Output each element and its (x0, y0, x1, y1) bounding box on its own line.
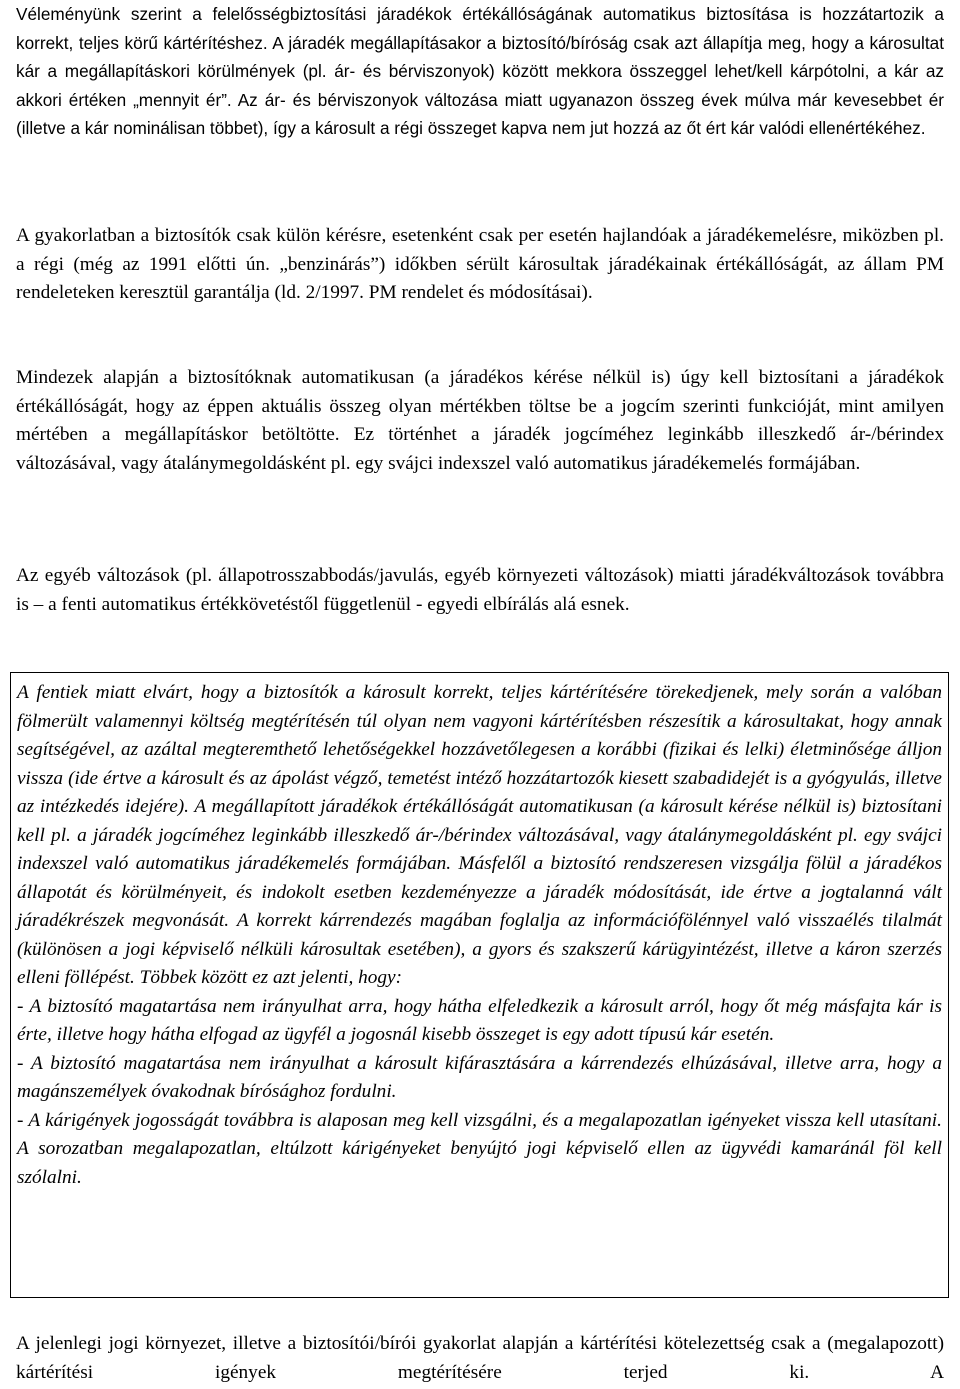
box-list-item-3: - A kárigények jogosságát továbbra is alaposan meg kell vizsgálni, és a megalapozatlan igényeket vissza kell utasítani. A sorozatban megalapozatlan, eltúlzott kárigényeket benyújtó jogi képviselő ellen az ügyvédi kamaránál föl kell szólalni. (17, 1109, 942, 1188)
paragraph-annuity-value-retention: Véleményünk szerint a felelősségbiztosítási járadékok értékállóságának automatikus biztosítása is hozzátartozik a korrekt, teljes körű kártérítéshez. A járadék megállapításakor a biztosító/bíróság csak azt állapítja meg, hogy a károsultat kár a megállapításkori körülmények (pl. ár- és bérviszonyok) között mekkora összeggel lehet/kell kárpótolni, a kár az akkori értéken „mennyit ér”. Az ár- és bérviszonyok változása miatt ugyanazon összeg évek múlva már kevesebbet ér (illetve a kár nominálisan többet), így a károsult a régi összeget kapva nem jut hozzá az őt ért kár valódi ellenértékéhez. (16, 4, 944, 138)
box-list-item-2: - A biztosító magatartása nem irányulhat a károsult kifárasztására a kárrendezés elhúzásával, illetve arra, hogy a magánszemélyek óvakodnak bírósághoz fordulni. (17, 1052, 942, 1102)
expectation-box (10, 672, 949, 1298)
paragraph-conclusion: Mindezek alapján a biztosítóknak automatikusan (a járadékos kérése nélkül is) úgy kell biztosítani a járadékok értékállóságát, hogy az éppen aktuális összeg olyan mértékben töltse be a jogcím szerinti funkcióját, mint amilyen mértében a megállapításkor betöltötte. Ez történhet a járadék jogcíméhez leginkább illeszkedő ár-/bérindex változásával, vagy átalánymegoldásként pl. egy svájci indexszel való automatikus járadékemelés formájában. (16, 367, 944, 474)
paragraph-legal-environment: A jelenlegi jogi környezet, illetve a biztosítói/bírói gyakorlat alapján a kártérítési kötelezettség csak a (megalapozott) kártérítési igények megtérítésére terjed ki. A (16, 1333, 944, 1383)
box-main-text: A fentiek miatt elvárt, hogy a biztosítók a károsult korrekt, teljes kártérítésére törekedjenek, mely során a valóban fölmerült valamennyi költség megtérítésén túl olyan nem vagyoni kártérítésben részesítik a károsultakat, hogy annak segítségével, az azáltal megteremthető lehetőségekkel hozzávetőlegesen a korábbi (fizikai és lelki) életminősége álljon vissza (ide értve a károsult és az ápolást végző, temetést intéző hozzátartozók kiesett szabadidejét is a gyógyulás, illetve az intézkedés idejére). A megállapított járadékok értékállóságát automatikusan (a károsult kérése nélkül is) biztosítani kell pl. a járadék jogcíméhez leginkább illeszkedő ár-/bérindex változásával, vagy átalánymegoldásként pl. egy svájci indexszel való automatikus járadékemelés formájában. Másfelől a biztosító rendszeresen vizsgálja fölül a járadékos állapotát és körülményeit, és indokolt esetben kezdeményezze a járadék módosítását, ide értve a jogtalanná vált járadékrészek megvonását. A korrekt kárrendezés magában foglalja az információfölénnyel való visszaélés tilalmát (különösen a jogi képviselő nélküli károsultak esetében), a gyors és szakszerű kárügyintézést, illetve a káron szerzés elleni föllépést. Többek között ez azt jelenti, hogy: (17, 682, 942, 988)
paragraph-other-changes: Az egyéb változások (pl. állapotrosszabbodás/javulás, egyéb környezeti változások) miatti járadékváltozások továbbra is – a fenti automatikus értékkövetéstől függetlenül - egyedi elbírálás alá esnek. (16, 565, 944, 615)
box-list-item-1: - A biztosító magatartása nem irányulhat arra, hogy hátha elfeledkezik a károsult arról, hogy őt még másfajta kár is érte, illetve hogy hátha elfogad az ügyfél a jogosnál kisebb összeget is egy adott típusú kár esetén. (17, 995, 942, 1045)
paragraph-practice: A gyakorlatban a biztosítók csak külön kérésre, esetenként csak per esetén hajlandóak a járadékemelésre, miközben pl. a régi (még az 1991 előtti ún. „benzinárás”) időkben sérült károsultak járadékainak értékállóságát, az állam PM rendeleteken keresztül garantálja (ld. 2/1997. PM rendelet és módosításai). (16, 225, 944, 303)
